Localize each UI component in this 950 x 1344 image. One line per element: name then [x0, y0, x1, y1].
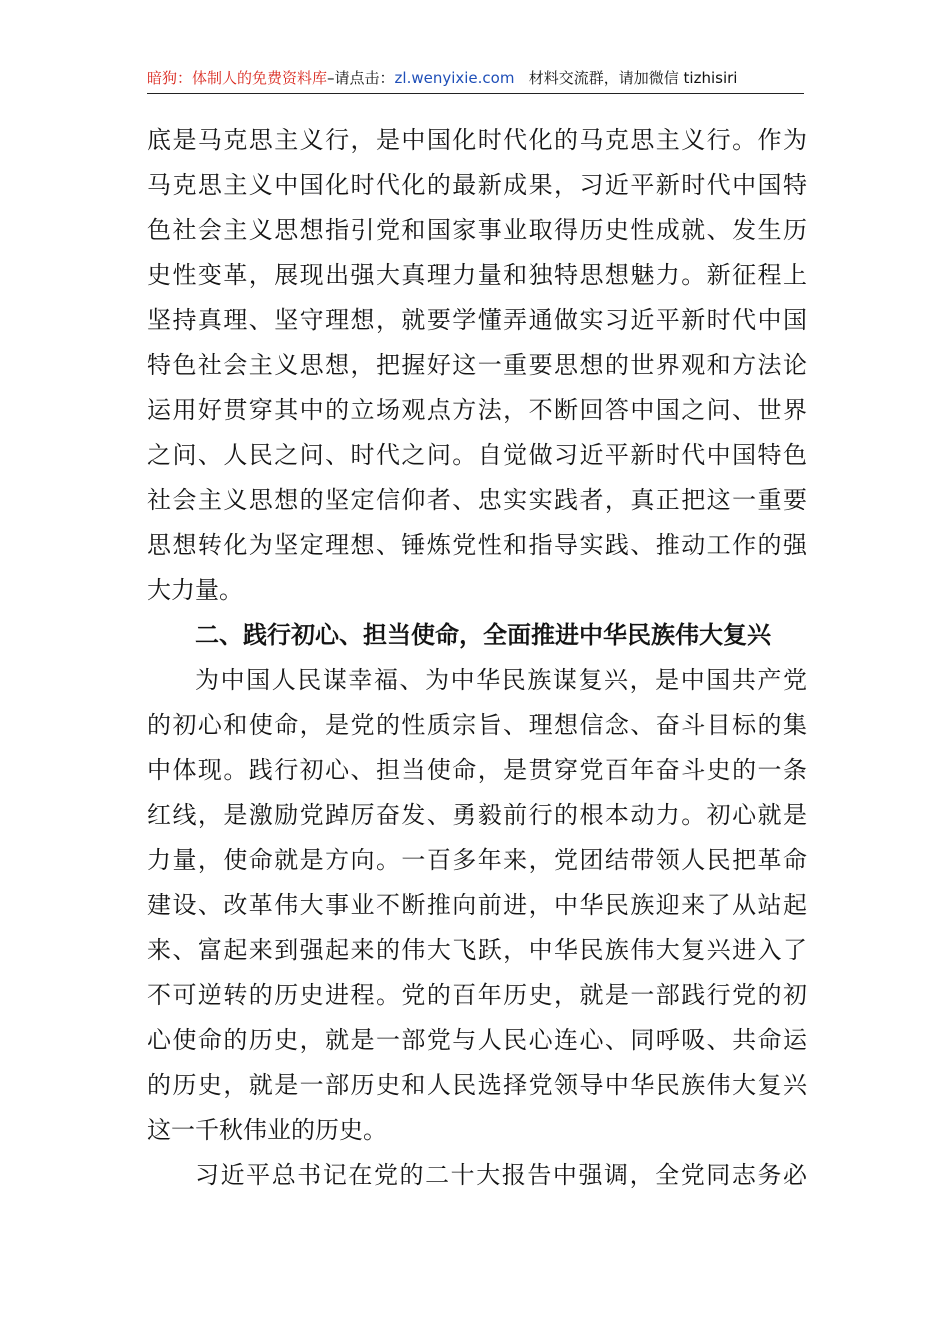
header-divider	[147, 93, 804, 94]
section-heading: 二、践行初心、担当使命，全面推进中华民族伟大复兴	[195, 621, 771, 649]
header-brand: 暗狗：体制人的免费资料库	[147, 69, 328, 87]
paragraph-line: 社会主义思想的坚定信仰者、忠实实践者，真正把这一重要	[147, 486, 807, 514]
header-contact: 材料交流群，请加微信 tizhisiri	[528, 69, 738, 87]
paragraph-line: 马克思主义中国化时代化的最新成果，习近平新时代中国特	[147, 171, 807, 199]
header-click-prompt: –请点击：	[327, 69, 395, 87]
header-link[interactable]: zl.wenyixie.com	[394, 69, 515, 87]
paragraph-line: 的初心和使命，是党的性质宗旨、理想信念、奋斗目标的集	[147, 711, 807, 739]
paragraph-line: 心使命的历史，就是一部党与人民心连心、同呼吸、共命运	[147, 1026, 807, 1054]
paragraph-line: 的历史，就是一部历史和人民选择党领导中华民族伟大复兴	[147, 1071, 807, 1099]
paragraph-line: 来、富起来到强起来的伟大飞跃，中华民族伟大复兴进入了	[147, 936, 807, 964]
paragraph-line: 坚持真理、坚守理想，就要学懂弄通做实习近平新时代中国	[147, 306, 807, 334]
paragraph-line: 运用好贯穿其中的立场观点方法，不断回答中国之问、世界	[147, 396, 807, 424]
document-body	[147, 118, 807, 1198]
paragraph-line: 底是马克思主义行，是中国化时代化的马克思主义行。作为	[147, 126, 807, 154]
paragraph-line: 建设、改革伟大事业不断推向前进，中华民族迎来了从站起	[147, 891, 807, 919]
paragraph-line: 思想转化为坚定理想、锤炼党性和指导实践、推动工作的强	[147, 531, 807, 559]
paragraph-line: 习近平总书记在党的二十大报告中强调，全党同志务必	[195, 1161, 807, 1189]
paragraph-line: 力量，使命就是方向。一百多年来，党团结带领人民把革命	[147, 846, 807, 874]
paragraph-1	[147, 118, 807, 613]
paragraph-line: 这一千秋伟业的历史。	[147, 1116, 387, 1144]
paragraph-line: 特色社会主义思想，把握好这一重要思想的世界观和方法论	[147, 351, 807, 379]
page-header	[147, 64, 804, 92]
paragraph-line: 之问、人民之问、时代之问。自觉做习近平新时代中国特色	[147, 441, 807, 469]
paragraph-3	[147, 1153, 807, 1198]
paragraph-line: 色社会主义思想指引党和国家事业取得历史性成就、发生历	[147, 216, 807, 244]
paragraph-line: 为中国人民谋幸福、为中华民族谋复兴，是中国共产党	[195, 666, 807, 694]
paragraph-line: 史性变革，展现出强大真理力量和独特思想魅力。新征程上	[147, 261, 807, 289]
paragraph-line: 不可逆转的历史进程。党的百年历史，就是一部践行党的初	[147, 981, 807, 1009]
paragraph-2	[147, 658, 807, 1153]
paragraph-line: 红线，是激励党踔厉奋发、勇毅前行的根本动力。初心就是	[147, 801, 807, 829]
paragraph-line: 中体现。践行初心、担当使命，是贯穿党百年奋斗史的一条	[147, 756, 807, 784]
paragraph-line: 大力量。	[147, 576, 243, 604]
